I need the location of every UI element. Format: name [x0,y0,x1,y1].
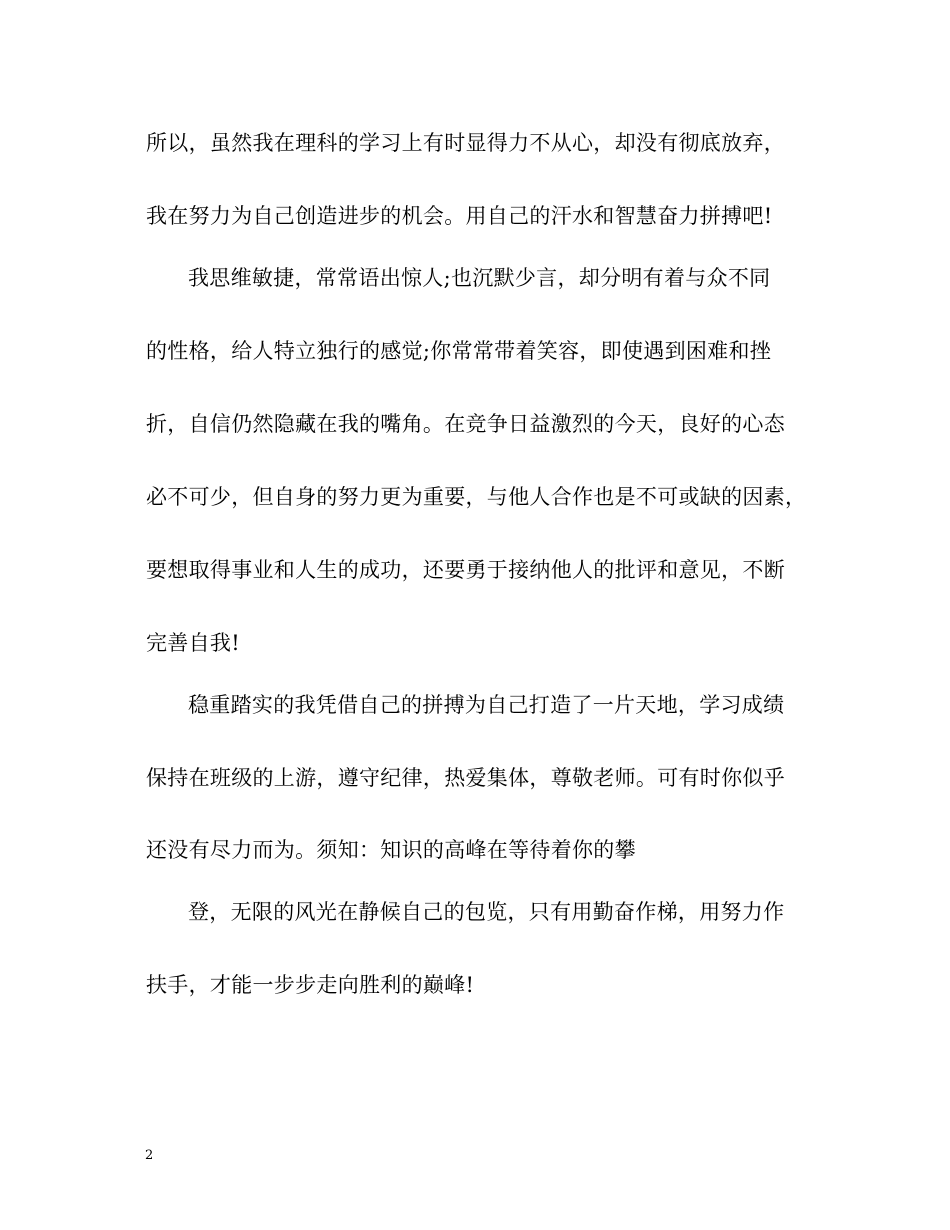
paragraph-2-line-3: 折，自信仍然隐藏在我的嘴角。在竞争日益激烈的今天，良好的心态 [146,412,785,436]
text-line-2: 我在努力为自己创造进步的机会。用自己的汗水和智慧奋力拼搏吧! [146,204,773,228]
paragraph-3-line-2: 保持在班级的上游，遵守纪律，热爱集体，尊敬老师。可有时你似乎 [146,766,785,790]
paragraph-2-line-4: 必不可少，但自身的努力更为重要，与他人合作也是不可或缺的因素， [146,485,807,509]
paragraph-4-line-1: 登，无限的风光在静候自己的包览，只有用勤奋作梯，用努力作 [188,900,785,924]
paragraph-4-line-2: 扶手，才能一步步走向胜利的巅峰! [146,973,475,997]
paragraph-2-line-6: 完善自我! [146,631,240,655]
paragraph-2-line-1: 我思维敏捷，常常语出惊人;也沉默少言，却分明有着与众不同 [188,266,771,290]
paragraph-3-line-3: 还没有尽力而为。须知：知识的高峰在等待着你的攀 [146,838,636,862]
paragraph-2-line-2: 的性格，给人特立独行的感觉;你常常带着笑容，即使遇到困难和挫 [146,339,772,363]
page-number: 2 [145,1148,154,1163]
text-line-1: 所以，虽然我在理科的学习上有时显得力不从心，却没有彻底放弃， [146,131,785,155]
paragraph-3-line-1: 稳重踏实的我凭借自己的拼搏为自己打造了一片天地，学习成绩 [188,693,785,717]
paragraph-2-line-5: 要想取得事业和人生的成功，还要勇于接纳他人的批评和意见，不断 [146,558,785,582]
